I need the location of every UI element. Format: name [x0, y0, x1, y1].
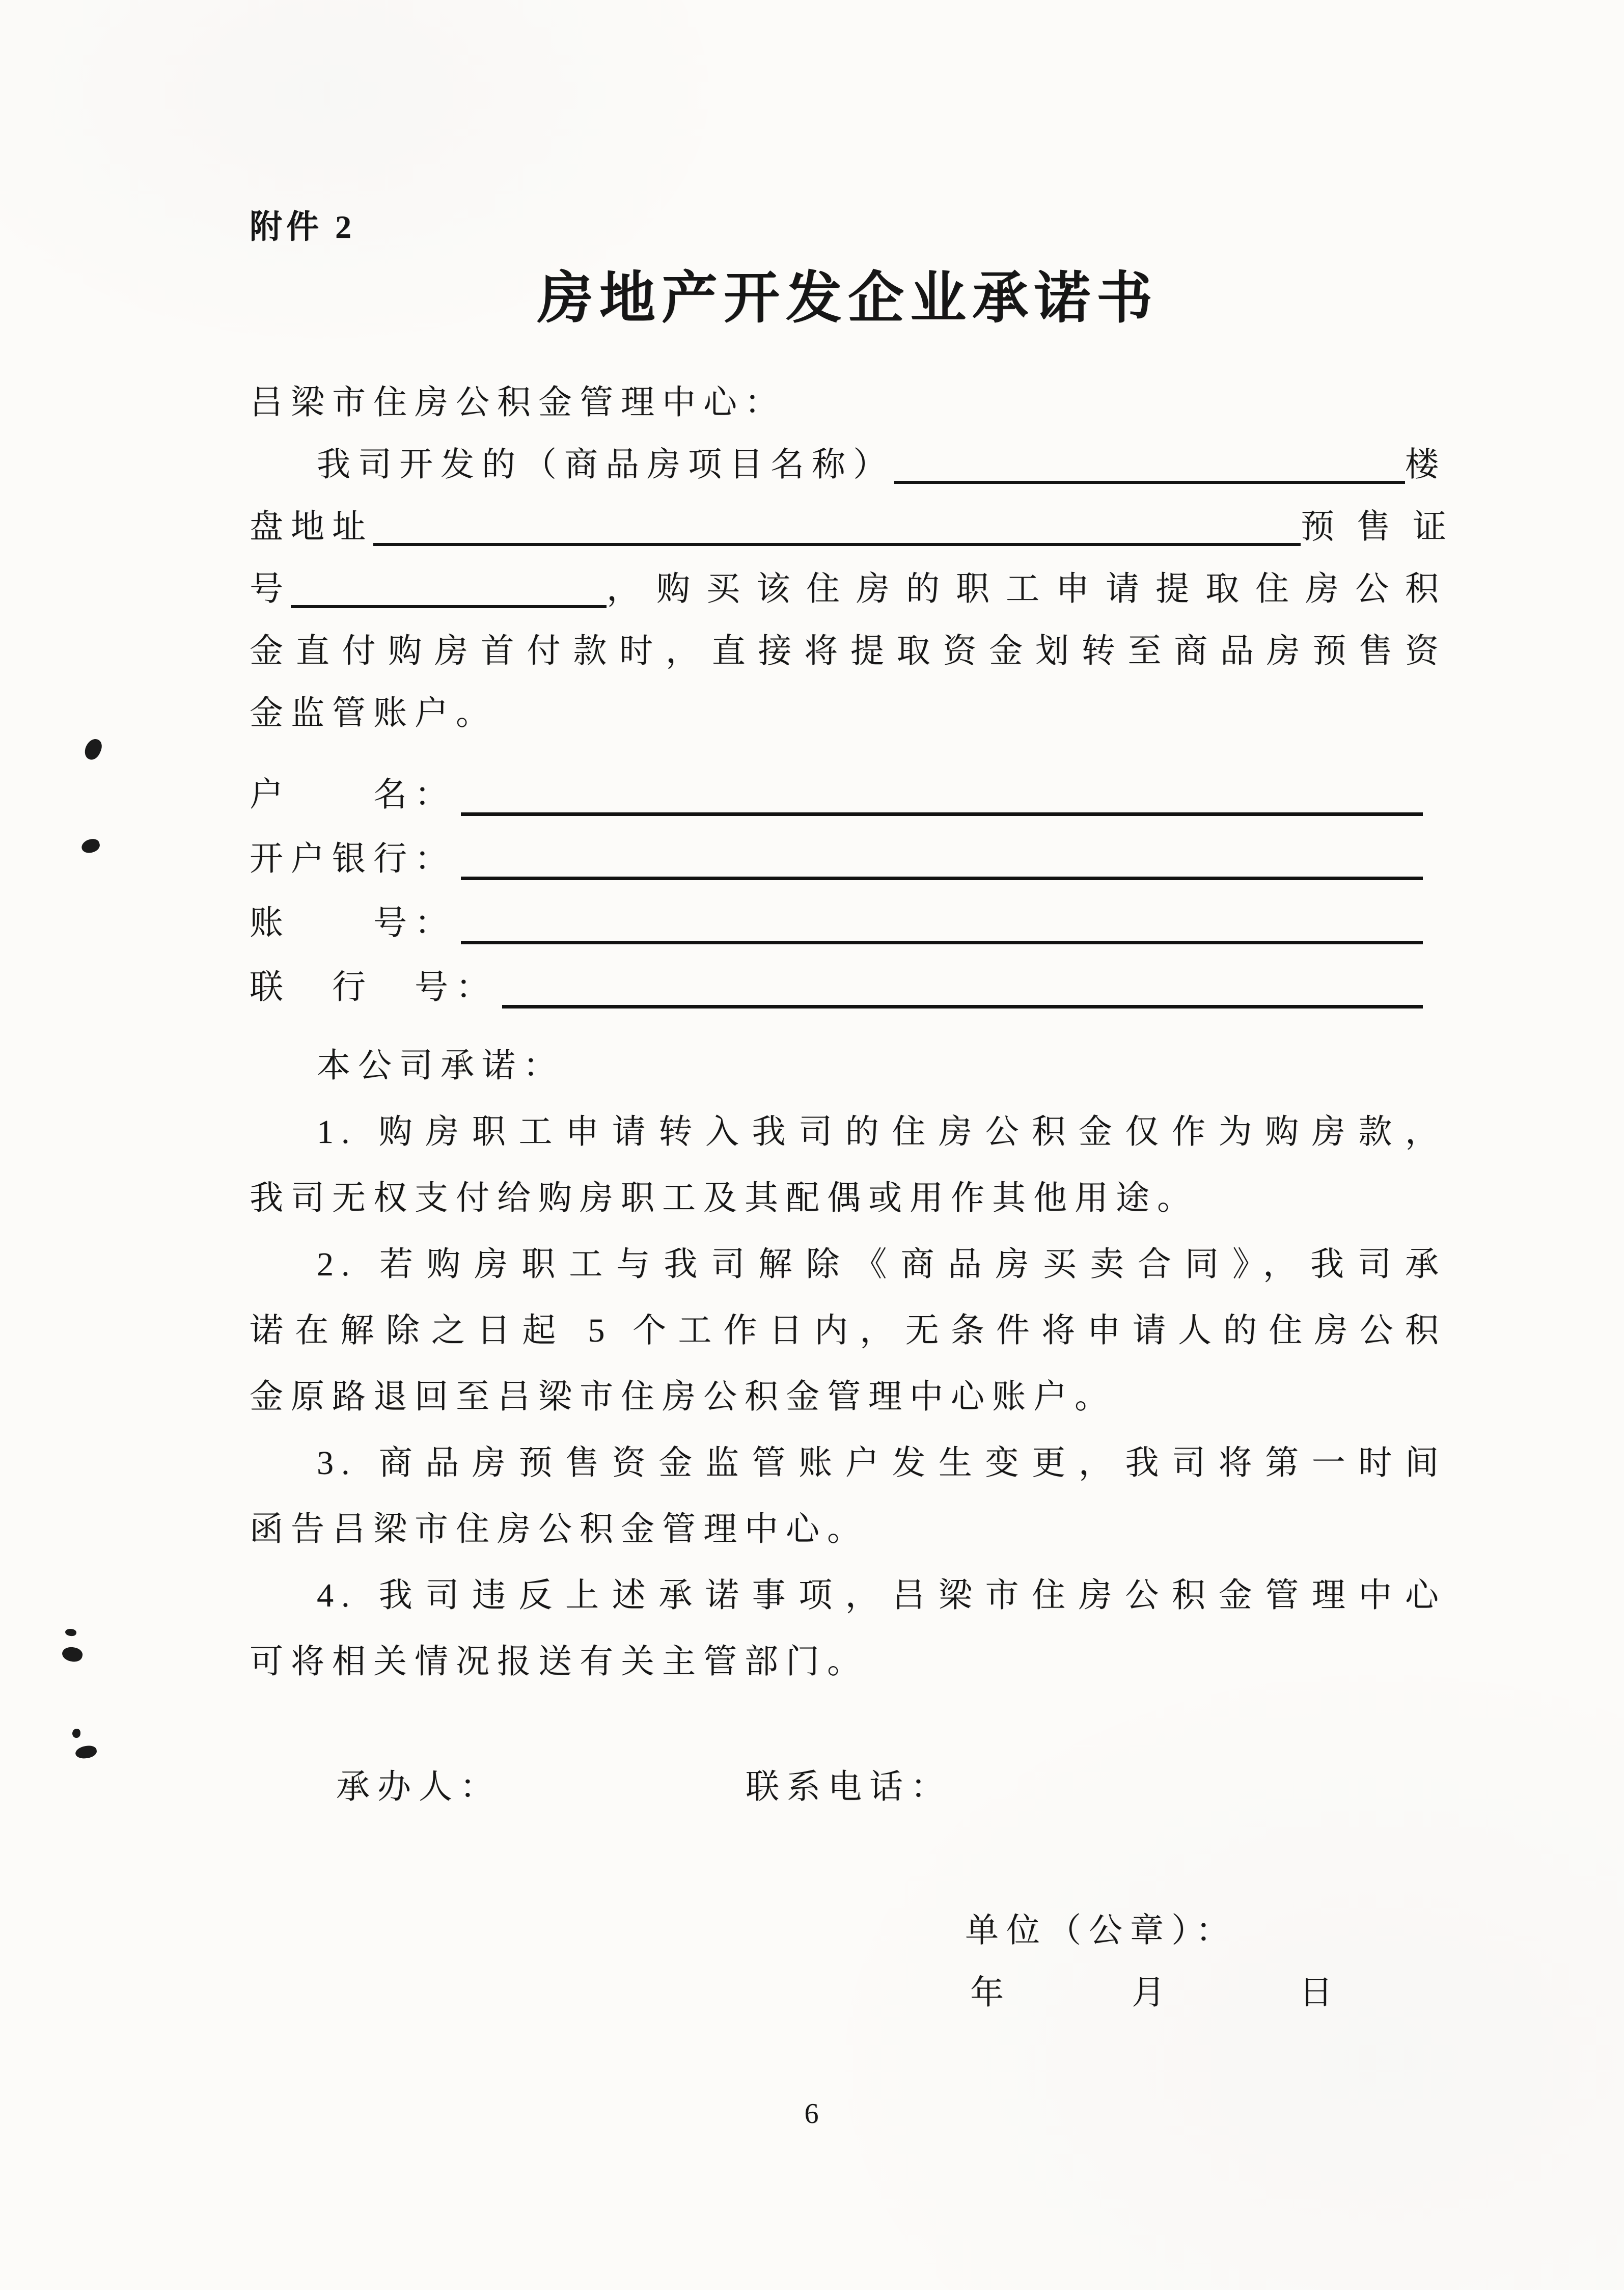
project-name-blank-line	[894, 481, 1405, 484]
promise-line: 我司无权支付给购房职工及其配偶或用作其他用途。	[250, 1180, 1198, 1217]
intro-line-2-text: 盘地址	[250, 508, 373, 546]
salutation: 吕梁市住房公积金管理中心：	[250, 384, 786, 421]
seal-label: 单位（公章）：	[965, 1912, 1237, 1949]
signature-row	[250, 1756, 1446, 1818]
account-holder-blank-line	[461, 812, 1423, 816]
promise-line: 1. 购房职工申请转入我司的住房公积金仅作为购房款，	[317, 1113, 1446, 1151]
account-holder-label: 户 名：	[250, 776, 456, 813]
promise-line: 金原路退回至吕梁市住房公积金管理中心账户。	[250, 1378, 1116, 1415]
promise-line: 2. 若购房职工与我司解除《商品房买卖合同》，我司承	[317, 1246, 1446, 1283]
address-blank-line	[373, 543, 1301, 546]
phone-label: 联系电话：	[746, 1768, 952, 1806]
bank-name-blank-line	[461, 877, 1423, 880]
promise-line: 4. 我司违反上述承诺事项，吕梁市住房公积金管理中心	[317, 1577, 1446, 1614]
page-number: 6	[804, 2098, 820, 2130]
intro-line-2-tail: 预售证	[1301, 508, 1469, 546]
intro-line-1	[250, 434, 1446, 496]
account-number-row	[250, 891, 1446, 956]
intro-line-3-tail: ，购买该住房的职工申请提取住房公积	[607, 570, 1446, 608]
attachment-label: 附件 2	[250, 209, 355, 245]
promise-item-3	[250, 1430, 1446, 1563]
intro-line-4: 金直付购房首付款时，直接将提取资金划转至商品房预售资	[250, 633, 1446, 670]
document-title: 房地产开发企业承诺书	[537, 267, 1159, 330]
promise-item-2	[250, 1232, 1446, 1430]
date-line	[970, 1962, 1446, 2024]
promise-line: 3. 商品房预售资金监管账户发生变更，我司将第一时间	[317, 1444, 1446, 1482]
day-label: 日	[1299, 1974, 1340, 2011]
account-fields	[250, 763, 1446, 1020]
account-number-blank-line	[461, 941, 1423, 944]
account-holder-row	[250, 763, 1446, 827]
ink-smudge	[72, 1729, 80, 1738]
promise-heading: 本公司承诺：	[317, 1047, 564, 1084]
intro-line-2	[250, 496, 1469, 558]
promise-line: 函告吕梁市住房公积金管理中心。	[250, 1511, 868, 1548]
promise-item-4	[250, 1563, 1446, 1695]
bank-name-row	[250, 827, 1446, 891]
handler-label: 承办人：	[336, 1768, 501, 1806]
bank-branch-code-blank-line	[502, 1005, 1423, 1008]
intro-line-1-text: 我司开发的（商品房项目名称）	[317, 446, 894, 483]
intro-line-3-text: 号	[250, 570, 291, 608]
promise-item-1	[250, 1099, 1446, 1232]
promise-line: 可将相关情况报送有关主管部门。	[250, 1643, 868, 1680]
month-label: 月	[1132, 1974, 1173, 2011]
promise-line: 诺在解除之日起 5 个工作日内，无条件将申请人的住房公积	[250, 1312, 1446, 1349]
intro-line-3	[250, 558, 1446, 620]
bank-branch-code-label: 联 行 号：	[250, 969, 497, 1006]
intro-line-5: 金监管账户。	[250, 695, 497, 732]
bank-name-label: 开户银行：	[250, 840, 456, 878]
intro-line-1-tail: 楼	[1405, 446, 1446, 483]
account-number-label: 账 号：	[250, 905, 456, 942]
bank-branch-code-row	[250, 956, 1446, 1020]
year-label: 年	[970, 1974, 1011, 2011]
permit-number-blank-line	[291, 605, 607, 608]
